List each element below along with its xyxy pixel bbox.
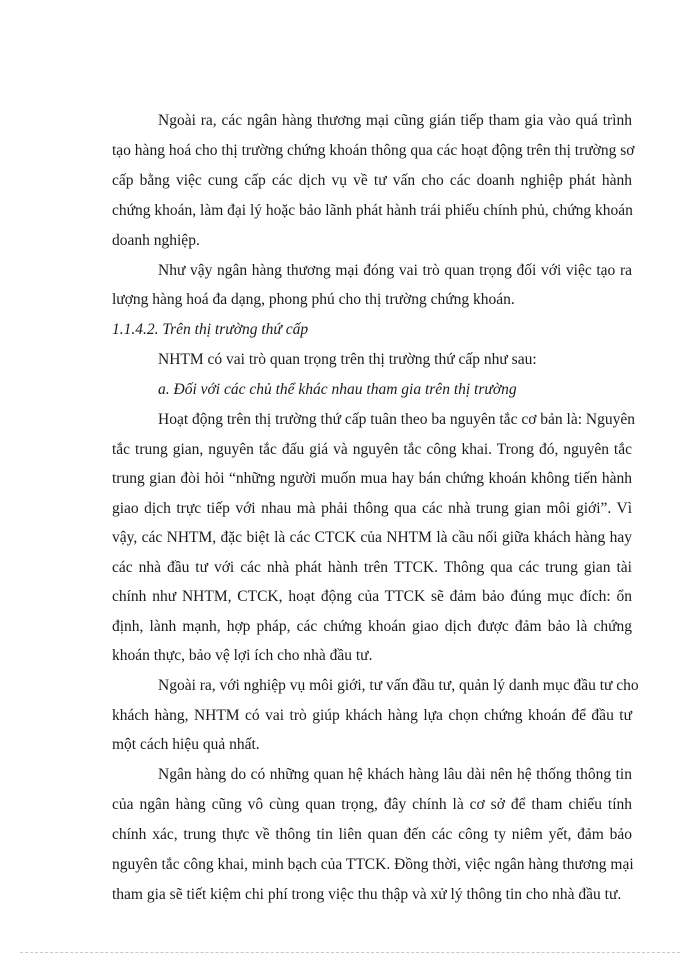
- paragraph-4-line-3: một cách hiệu quả nhất.: [112, 736, 260, 753]
- paragraph-3-line-5: vậy, các NHTM, đặc biệt là các CTCK của NHTM là cầu nối giữa khách hàng hay: [112, 529, 632, 546]
- paragraph-3-line-4: giao dịch trực tiếp với nhau mà phải thông qua các nhà trung gian môi giới”. Vì: [112, 500, 632, 517]
- paragraph-3-line-1: Hoạt động trên thị trường thứ cấp tuân theo ba nguyên tắc cơ bản là: Nguyên: [158, 411, 635, 428]
- paragraph-2-line-1: Như vậy ngân hàng thương mại đóng vai trò quan trọng đối với việc tạo ra: [158, 262, 632, 279]
- paragraph-3-line-6: các nhà đầu tư với các nhà phát hành trên TTCK. Thông qua các trung gian tài: [112, 559, 632, 576]
- page-bottom-divider: [20, 952, 680, 953]
- section-intro: NHTM có vai trò quan trọng trên thị trường thứ cấp như sau:: [158, 351, 537, 368]
- paragraph-1-line-4: chứng khoán, làm đại lý hoặc bảo lãnh phát hành trái phiếu chính phủ, chứng khoán: [112, 202, 633, 219]
- paragraph-5-line-4: nguyên tắc công khai, minh bạch của TTCK. Đồng thời, việc ngân hàng thương mại: [112, 856, 634, 873]
- paragraph-3-line-3: trung gian đòi hỏi “những người muốn mua hay bán chứng khoán không tiến hành: [112, 470, 632, 487]
- paragraph-3-line-7: chính như NHTM, CTCK, hoạt động của TTCK sẽ đảm bảo đúng mục đích: ổn: [112, 588, 632, 605]
- paragraph-1-line-1: Ngoài ra, các ngân hàng thương mại cũng gián tiếp tham gia vào quá trình: [158, 112, 632, 129]
- paragraph-5-line-5: tham gia sẽ tiết kiệm chi phí trong việc thu thập và xử lý thông tin cho nhà đầu tư.: [112, 886, 622, 903]
- paragraph-4-line-1: Ngoài ra, với nghiệp vụ môi giới, tư vấn đầu tư, quản lý danh mục đầu tư cho: [158, 677, 639, 694]
- paragraph-5-line-1: Ngân hàng do có những quan hệ khách hàng lâu dài nên hệ thống thông tin: [158, 766, 632, 783]
- paragraph-1-line-2: tạo hàng hoá cho thị trường chứng khoán thông qua các hoạt động trên thị trường sơ: [112, 142, 635, 159]
- paragraph-1-line-3: cấp bằng việc cung cấp các dịch vụ về tư vấn cho các doanh nghiệp phát hành: [112, 172, 632, 189]
- section-heading: 1.1.4.2. Trên thị trường thứ cấp: [112, 321, 309, 338]
- paragraph-3-line-9: khoán thực, bảo vệ lợi ích cho nhà đầu tư.: [112, 647, 373, 664]
- paragraph-4-line-2: khách hàng, NHTM có vai trò giúp khách hàng lựa chọn chứng khoán để đầu tư: [112, 707, 632, 724]
- paragraph-5-line-3: chính xác, trung thực về thông tin liên quan đến các công ty niêm yết, đảm bảo: [112, 826, 632, 843]
- paragraph-1-line-5: doanh nghiệp.: [112, 232, 200, 249]
- paragraph-3-line-2: tắc trung gian, nguyên tắc đấu giá và nguyên tắc công khai. Trong đó, nguyên tắc: [112, 441, 632, 458]
- subsection-heading: a. Đối với các chủ thể khác nhau tham gia trên thị trường: [158, 381, 517, 398]
- paragraph-3-line-8: định, lành mạnh, hợp pháp, các chứng khoán giao dịch được đảm bảo là chứng: [112, 618, 632, 635]
- paragraph-5-line-2: của ngân hàng cũng vô cùng quan trọng, đây chính là cơ sở để tham chiếu tính: [112, 796, 632, 813]
- paragraph-2-line-2: lượng hàng hoá đa dạng, phong phú cho thị trường chứng khoán.: [112, 291, 515, 308]
